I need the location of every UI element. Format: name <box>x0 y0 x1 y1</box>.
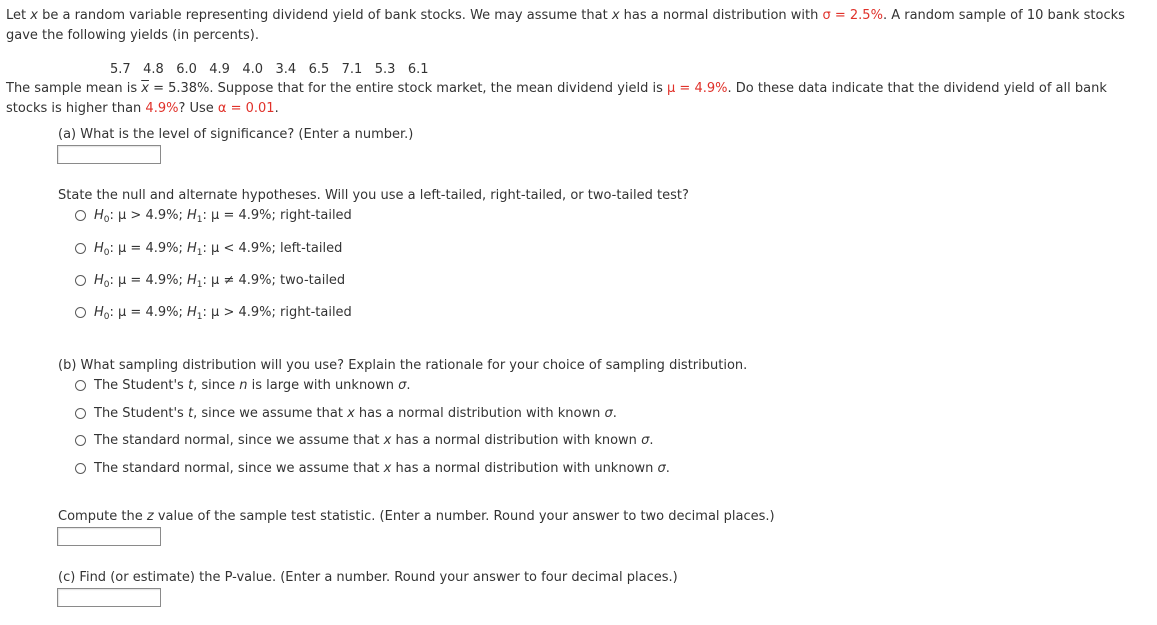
radio-button[interactable] <box>75 380 86 391</box>
option-text-part: The Student's <box>94 406 188 421</box>
hypothesis-option-3[interactable] <box>75 273 345 288</box>
distribution-option-1[interactable] <box>75 378 411 393</box>
variable-x: x <box>30 8 38 23</box>
h0-value: μ = 4.9% <box>118 305 179 320</box>
option-text-part: has a normal distribution with unknown <box>391 461 658 476</box>
option-text <box>94 406 617 421</box>
intro-text: be a random variable representing dividend yield of bank stocks. We may assume that <box>37 8 612 23</box>
h0-value: μ > 4.9% <box>118 208 179 223</box>
data-values <box>110 62 429 77</box>
h1-value: μ < 4.9% <box>211 241 272 256</box>
z-question-text: Compute the <box>58 509 147 524</box>
option-text-part: has a normal distribution with known <box>354 406 605 421</box>
radio-button[interactable] <box>75 243 86 254</box>
z-value-input[interactable] <box>57 527 161 546</box>
option-text-part: . <box>665 461 670 476</box>
hypothesis-text: $H_0$: μ = 4.9%; $H_1$: μ < 4.9%; left-tailed <box>94 241 343 258</box>
intro-line-2: gave the following yields (in percents). <box>6 28 259 43</box>
sample-mean-text: The sample mean is <box>6 81 142 96</box>
variable-z: z <box>146 509 154 524</box>
option-var: σ <box>641 433 650 448</box>
distribution-option-3[interactable] <box>75 433 653 448</box>
data-value: 4.9 <box>209 62 230 77</box>
claimed-mean: 4.9% <box>145 101 179 116</box>
sample-mean-text: ? Use <box>178 101 218 116</box>
alpha-value: α = 0.01 <box>217 101 275 116</box>
sample-mean-line-2 <box>6 101 279 116</box>
option-text-part: . <box>649 433 654 448</box>
option-var: σ <box>604 406 613 421</box>
z-value-question <box>58 509 775 524</box>
option-text <box>94 378 411 393</box>
sigma-value: σ = 2.5% <box>822 8 883 23</box>
hypothesis-option-2[interactable] <box>75 241 342 256</box>
hypothesis-option-1[interactable] <box>75 208 352 223</box>
tail-type: two-tailed <box>280 273 346 288</box>
radio-button[interactable] <box>75 307 86 318</box>
option-text <box>94 461 670 476</box>
option-var: σ <box>657 461 666 476</box>
distribution-option-4[interactable] <box>75 461 670 476</box>
option-text-part: is large with unknown <box>247 378 399 393</box>
option-var: t <box>187 406 194 421</box>
part-a-question: (a) What is the level of significance? (Enter a number.) <box>58 127 414 142</box>
significance-input[interactable] <box>57 145 161 164</box>
tail-type: left-tailed <box>280 241 343 256</box>
intro-text: has a normal distribution with <box>619 8 823 23</box>
data-value: 6.5 <box>308 62 330 77</box>
data-value: 6.0 <box>176 62 197 77</box>
hypothesis-option-4[interactable] <box>75 305 352 320</box>
h0-value: μ = 4.9% <box>118 273 179 288</box>
radio-button[interactable] <box>75 463 86 474</box>
option-text-part: , since <box>193 378 240 393</box>
data-value: 5.3 <box>374 62 396 77</box>
p-value-input[interactable] <box>57 588 161 607</box>
data-value: 4.8 <box>143 62 164 77</box>
tail-type: right-tailed <box>280 305 352 320</box>
sample-mean-text: stocks is higher than <box>6 101 146 116</box>
option-var: n <box>239 378 248 393</box>
hypotheses-prompt: State the null and alternate hypotheses. Will you use a left-tailed, right-tailed, or two-tailed test? <box>58 188 689 203</box>
option-text-part: . <box>406 378 411 393</box>
option-var: σ <box>398 378 407 393</box>
part-c-question: (c) Find (or estimate) the P-value. (Enter a number. Round your answer to four decimal places.) <box>58 570 678 585</box>
variable-x: x <box>611 8 620 23</box>
h1-value: μ > 4.9% <box>211 305 272 320</box>
intro-line-1 <box>6 8 1125 23</box>
hypothesis-text: $H_0$: μ = 4.9%; $H_1$: μ > 4.9%; right-tailed <box>94 305 352 322</box>
option-var: x <box>347 406 355 421</box>
data-value: 3.4 <box>275 62 297 77</box>
option-var: x <box>383 461 392 476</box>
option-text-part: has a normal distribution with known <box>391 433 642 448</box>
z-question-text: value of the sample test statistic. (Enter a number. Round your answer to two decimal places.) <box>153 509 775 524</box>
sample-mean-line-1 <box>6 81 1107 96</box>
option-var: t <box>187 378 194 393</box>
h1-value: μ ≠ 4.9% <box>211 273 272 288</box>
option-text-part: , since we assume that <box>193 406 348 421</box>
intro-text: Let <box>6 8 31 23</box>
hypothesis-text: $H_0$: μ = 4.9%; $H_1$: μ ≠ 4.9%; two-tailed <box>94 273 346 290</box>
radio-button[interactable] <box>75 210 86 221</box>
option-text-part: The standard normal, since we assume that <box>94 461 384 476</box>
h0-value: μ = 4.9% <box>118 241 179 256</box>
h1-value: μ = 4.9% <box>211 208 272 223</box>
hypothesis-text: $H_0$: μ > 4.9%; $H_1$: μ = 4.9%; right-tailed <box>94 208 352 225</box>
option-text-part: . <box>612 406 617 421</box>
data-value: 5.7 <box>110 62 131 77</box>
data-value: 4.0 <box>242 62 264 77</box>
sample-mean-text: . Do these data indicate that the dividend yield of all bank <box>727 81 1107 96</box>
option-text <box>94 433 653 448</box>
intro-text: . A random sample of 10 bank stocks <box>882 8 1125 23</box>
sample-mean-text: . <box>274 101 279 116</box>
option-text-part: The Student's <box>94 378 188 393</box>
data-value: 6.1 <box>407 62 429 77</box>
radio-button[interactable] <box>75 408 86 419</box>
mu-value: μ = 4.9% <box>667 81 728 96</box>
radio-button[interactable] <box>75 275 86 286</box>
radio-button[interactable] <box>75 435 86 446</box>
data-value: 7.1 <box>341 62 363 77</box>
option-text-part: The standard normal, since we assume that <box>94 433 384 448</box>
sample-mean-text: = 5.38%. Suppose that for the entire stock market, the mean dividend yield is <box>148 81 668 96</box>
option-var: x <box>383 433 392 448</box>
distribution-option-2[interactable] <box>75 406 617 421</box>
x-bar: $\overline{x}$ <box>141 81 149 96</box>
part-b-question: (b) What sampling distribution will you use? Explain the rationale for your choice of sampling distribution. <box>58 358 748 373</box>
tail-type: right-tailed <box>280 208 352 223</box>
